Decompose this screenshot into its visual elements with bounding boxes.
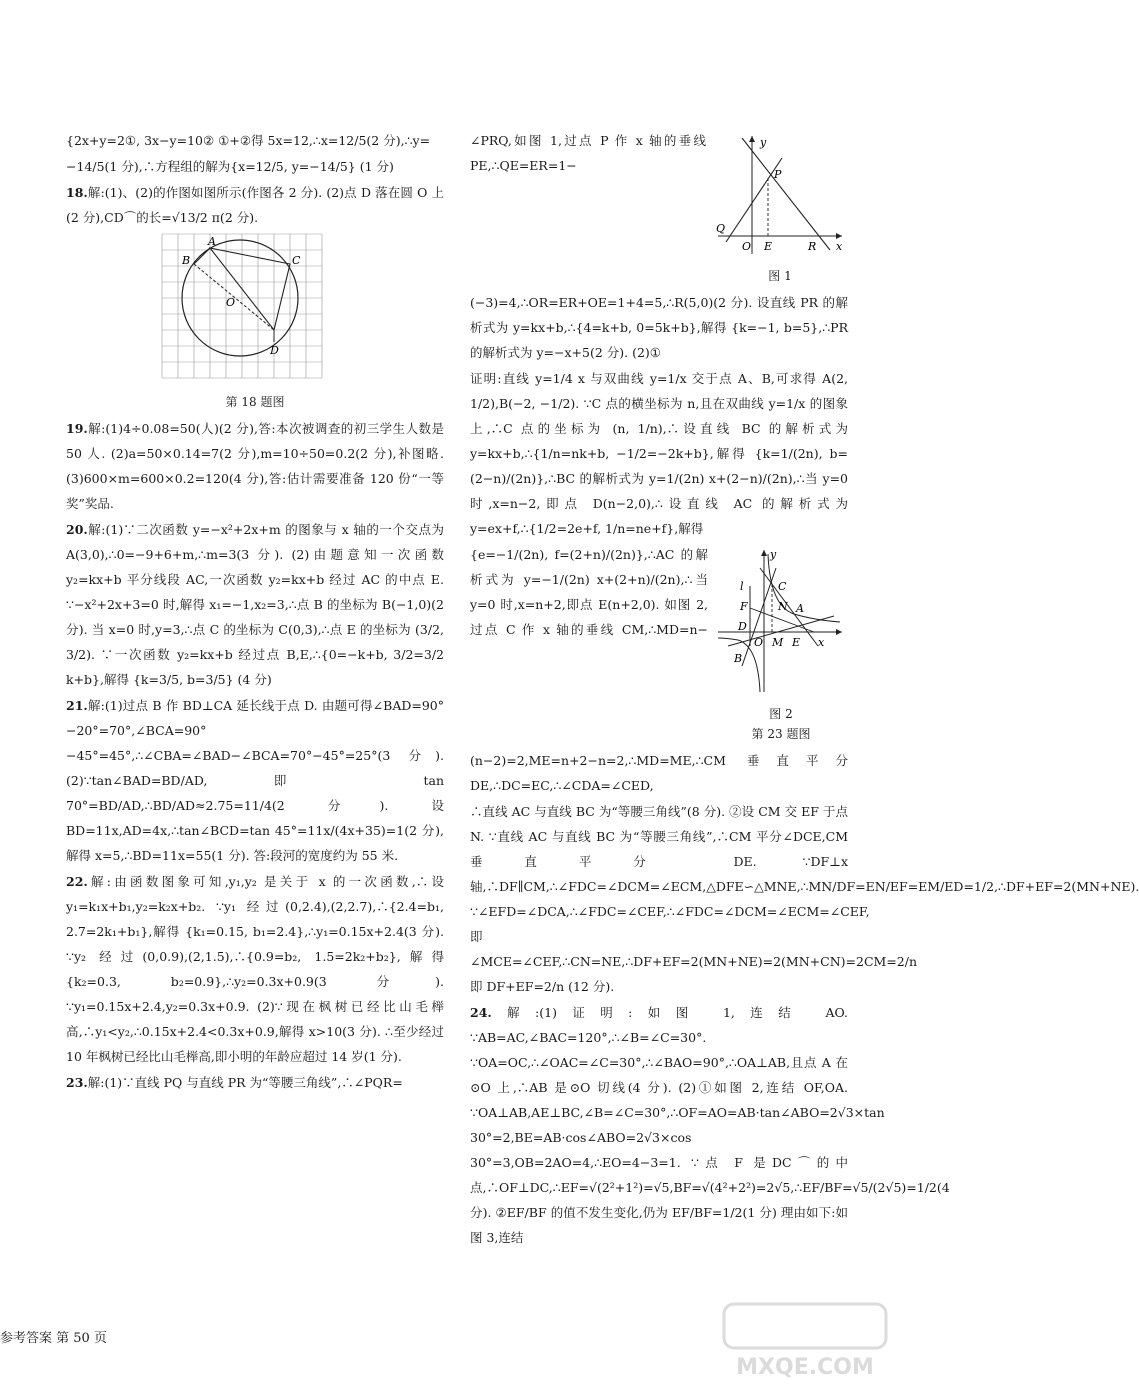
q21-answer: [66, 693, 444, 868]
q22-answer: [66, 869, 444, 1069]
q18-text: 解:(1)、(2)的作图如图所示(作图各 2 分). (2)点 D 落在圆 O 上(2 分),CD⌒的长=√13/2 π(2 分).: [66, 185, 444, 225]
q24-answer: [470, 1000, 950, 1250]
q23-continuation-d: ∴直线 AC 与直线 BC 为“等腰三角线”(8 分). ②设 CM 交 EF 于点 N. ∵直线 AC 与直线 BC 为“等腰三角线”,∴CM 平分∠DCE,CM 垂直平分 DE. ∵DF⊥x 轴,∴DF∥CM,∴∠FDC=∠DCM=∠ECM,△DFE∽△MNE,∴MN/DF=EN/EF=EM/ED=1/2,∴DF+EF=2(MN+NE). ∵∠EFD=∠DCA,∴∠FDC=∠CEF,∴∠FDC=∠DCM=∠ECM=∠CEF,即∠MCE=∠CEF,∴CN=NE,∴DF+EF=2(MN+NE)=2(MN+CN)=2CM=2/n 即 DF+EF=2/n (12 分).: [470, 804, 1139, 994]
fig2-label-l: l: [740, 580, 744, 593]
q22-number: 22.: [66, 874, 88, 889]
q20-text: 解:(1)∵二次函数 y=−x²+2x+m 的图象与 x 轴的一个交点为 A(3,0),∴0=−9+6+m,∴m=3(3 分). (2)由题意知一次函数 y₂=kx+b 平分线段 AC,一次函数 y₂=kx+b 经过 AC 的中点 E. ∵−x²+2x+3=0 时,解得 x₁=−1,x₂=3,∴点 B 的坐标为 B(−1,0)(2 分). 当 x=0 时,y=3,∴点 C 的坐标为 C(0,3),∴点 E 的坐标为 (3/2, 3/2). ∵一次函数 y₂=kx+b 经过点 B,E,∴{0=−k+b, 3/2=3/2 k+b},解得 {k=3/5, b=3/5} (4 分): [66, 522, 444, 687]
fig18-label-A: A: [208, 235, 216, 248]
fig1-label-P: P: [774, 168, 782, 181]
q23-fig1-block: [470, 128, 848, 365]
q23-continuation-a: ∠PRQ,如图 1,过点 P 作 x 轴的垂线 PE,∴QE=ER=1−(−3)=4,∴OR=ER+OE=1+4=5,∴R(5,0)(2 分). 设直线 PR 的解析式为 y=kx+b,∴{4=k+b, 0=5k+b},解得 {k=−1, b=5},∴PR 的解析式为 y=−x+5(2 分). (2)①: [470, 133, 848, 360]
q19-number: 19.: [66, 421, 88, 436]
page-footer: 参考答案 第 50 页: [0, 1331, 107, 1346]
q21-number: 21.: [66, 698, 88, 713]
q20-answer: [66, 517, 444, 692]
fig2-svg: [714, 546, 848, 696]
fig18-label-C: C: [292, 254, 301, 267]
right-column: [470, 128, 1139, 1251]
fig2-label-y: y: [770, 548, 777, 561]
fig1-caption: 图 1: [768, 269, 792, 283]
fig1-label-R: R: [808, 240, 817, 253]
q23-number: 23.: [66, 1075, 88, 1090]
left-column: [66, 128, 444, 1096]
fig18: [66, 234, 444, 412]
q18-number: 18.: [66, 185, 88, 200]
fig1-label-y: y: [760, 136, 767, 149]
q23-answer-start: [66, 1070, 444, 1095]
fig2-label-O: O: [754, 636, 764, 649]
q23-continuation-b: 证明:直线 y=1/4 x 与双曲线 y=1/x 交于点 A、B,可求得 A(2, 1/2),B(−2, −1/2). ∵C 点的横坐标为 n,且在双曲线 y=1/x 的图象上,∴C 点的坐标为 (n, 1/n),∴设直线 BC 的解析式为 y=kx+b,∴{1/n=nk+b, −1/2=−2k+b},解得 {k=1/(2n), b=(2−n)/(2n)},∴BC 的解析式为 y=1/(2n) x+(2−n)/(2n),∴当 y=0 时,x=n−2,即点 D(n−2,0),∴设直线 AC 的解析式为 y=ex+f,∴{1/2=2e+f, 1/n=ne+f},解得: [470, 371, 848, 536]
q17-continuation-b: −14/5(1 分),∴方程组的解为{x=12/5, y=−14/5} (1 分): [66, 159, 394, 174]
q24-number: 24.: [470, 1005, 492, 1020]
q23-text: 解:(1)∵直线 PQ 与直线 PR 为“等腰三角线”,∴∠PQR=: [87, 1075, 403, 1090]
q19-answer: [66, 416, 444, 516]
fig2: [714, 546, 848, 744]
fig2-label-F: F: [740, 600, 748, 613]
fig1-label-O: O: [742, 240, 752, 253]
fig2-label-A: A: [796, 602, 804, 615]
watermark-logo: [720, 1300, 890, 1380]
q24-text: 解:(1)证明:如图 1,连结 AO. ∵AB=AC,∠BAC=120°,∴∠B=∠C=30°. ∵OA=OC,∴∠OAC=∠C=30°,∴∠BAO=90°,∴OA⊥AB,且点 A 在⊙O 上,∴AB 是⊙O 切线(4 分). (2)①如图 2,连结 OF,OA. ∵OA⊥AB,AE⊥BC,∠B=∠C=30°,∴OF=AO=AB·tan∠ABO=2√3×tan 30°=2,BE=AB·cos∠ABO=2√3×cos 30°=3,OB=2AO=4,∴EO=4−3=1. ∵点 F 是DC⌒的中点,∴OF⊥DC,∴EF=√(2²+1²)=√5,BF=√(4²+2²)=2√5,∴EF/BF=√5/(2√5)=1/2(4 分). ②EF/BF 的值不发生变化,仍为 EF/BF=1/2(1 分) 理由如下:如图 3,连结: [470, 1005, 950, 1245]
q19-text: 解:(1)4÷0.08=50(人)(2 分),答:本次被调查的初三学生人数是 50 人. (2)a=50×0.14=7(2 分),m=10÷50=0.2(2 分),补图略. (3)600×m=600×0.2=120(4 分),答:估计需要准备 120 份“一等奖”奖品.: [66, 421, 444, 511]
fig2-label-D: D: [738, 620, 747, 633]
fig1-label-E: E: [764, 240, 773, 253]
q20-number: 20.: [66, 522, 88, 537]
q17-continuation-a: {2x+y=2①, 3x−y=10② ①+②得 5x=12,∴x=12/5(2 分),∴y=: [66, 133, 431, 148]
fig18-label-B: B: [182, 254, 191, 267]
fig1-svg: [712, 132, 848, 258]
fig18-caption: 第 18 题图: [225, 395, 285, 409]
fig2-label-B: B: [734, 652, 743, 665]
fig18-label-O: O: [226, 296, 236, 309]
fig2-label-N: N: [778, 600, 788, 613]
q18-answer: [66, 180, 444, 230]
fig23-caption: 第 23 题图: [751, 727, 811, 741]
fig18-label-D: D: [270, 344, 279, 357]
fig2-label-C: C: [778, 580, 787, 593]
q23-fig2-block: [470, 542, 848, 798]
fig2-caption: 图 2: [769, 707, 793, 721]
fig1-label-x: x: [836, 240, 843, 253]
q21-text: 解:(1)过点 B 作 BD⊥CA 延长线于点 D. 由题可得∠BAD=90°−20°=70°,∠BCA=90°−45°=45°,∴∠CBA=∠BAD−∠BCA=70°−45°=25°(3 分). (2)∵tan∠BAD=BD/AD,即 tan 70°=BD/AD,∴BD/AD≈2.75=11/4(2 分). 设 BD=11x,AD=4x,∴tan∠BCD=tan 45°=11x/(4x+35)=1(2 分),解得 x=5,∴BD=11x=55(1 分). 答:段河的宽度约为 55 米.: [66, 698, 444, 863]
fig2-label-x: x: [818, 636, 825, 649]
watermark-text: MXQE.COM: [736, 1355, 874, 1380]
fig2-label-E: E: [792, 636, 801, 649]
q22-text: 解:由函数图象可知,y₁,y₂ 是关于 x 的一次函数,∴设 y₁=k₁x+b₁,y₂=k₂x+b₂. ∵y₁ 经过(0,2.4),(2,2.7),∴{2.4=b₁, 2.7=2k₁+b₁},解得 {k₁=0.15, b₁=2.4},∴y₁=0.15x+2.4(3 分). ∵y₂ 经过(0,0.9),(2,1.5),∴{0.9=b₂, 1.5=2k₂+b₂},解得 {k₂=0.3, b₂=0.9},∴y₂=0.3x+0.9(3 分). ∵y₁=0.15x+2.4,y₂=0.3x+0.9. (2)∵现在枫树已经比山毛榉高,∴y₁<y₂,∴0.15x+2.4<0.3x+0.9,解得 x>10(3 分). ∴至少经过 10 年枫树已经比山毛榉高,即小明的年龄应超过 14 岁(1 分).: [66, 874, 444, 1064]
fig1: [712, 132, 848, 286]
fig2-label-M: M: [772, 636, 784, 649]
fig1-label-Q: Q: [716, 222, 726, 235]
fig18-svg: [66, 234, 444, 384]
q23-continuation-c: {e=−1/(2n), f=(2+n)/(2n)},∴AC 的解析式为 y=−1/(2n) x+(2+n)/(2n),∴当 y=0 时,x=n+2,即点 E(n+2,0). 如图 2,过点 C 作 x 轴的垂线 CM,∴MD=n−(n−2)=2,ME=n+2−n=2,∴MD=ME,∴CM 垂直平分 DE,∴DC=EC,∴∠CDA=∠CED,: [470, 547, 848, 793]
